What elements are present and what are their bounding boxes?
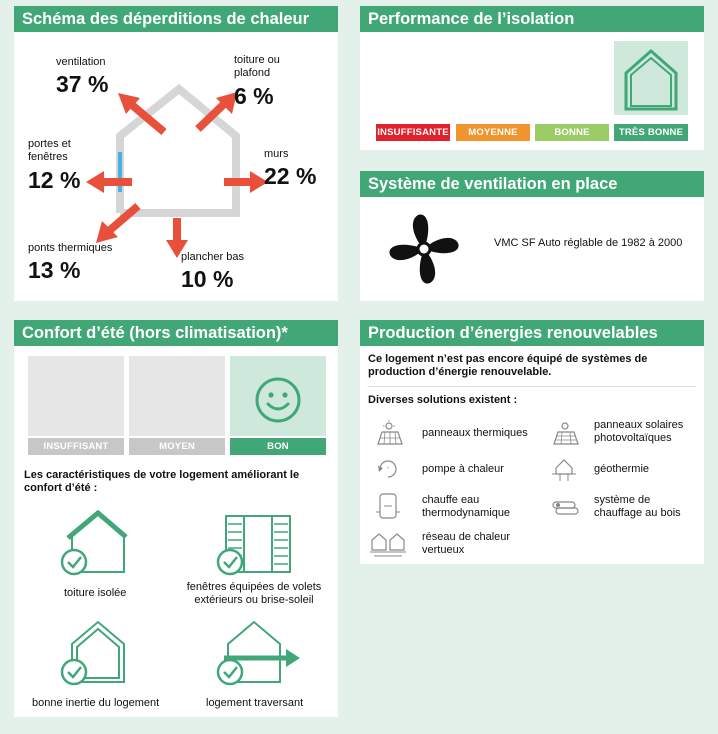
roof-insulated-icon (58, 510, 128, 576)
plancher-bas-label: plancher bas (181, 251, 244, 263)
isolation-level-tres-bonne: TRÈS BONNE (614, 124, 688, 141)
isolation-title: Performance de l’isolation (360, 6, 704, 32)
confort-title: Confort d’été (hors climatisation)* (14, 320, 338, 346)
ventilation-value: 37 % (56, 71, 109, 97)
house-icon (614, 41, 688, 115)
confort-level-insuffisant: INSUFFISANT (28, 438, 124, 455)
ventilation-card (360, 171, 704, 301)
through-house-icon (214, 618, 304, 686)
solution-panneaux-thermiques: panneaux thermiques (422, 427, 528, 439)
feature-fenetres-volets-label: fenêtres équipées de volets extérieurs ou brise-soleil (186, 581, 322, 606)
murs-value: 22 % (264, 163, 317, 189)
thermal-inertia-icon (58, 618, 128, 686)
toiture-value: 6 % (234, 83, 274, 109)
solution-panneaux-photovoltaiques: panneaux solaires photovoltaïques (594, 419, 684, 444)
isolation-level-bonne: BONNE (535, 124, 609, 141)
isolation-level-moyenne: MOYENNE (456, 124, 530, 141)
confort-panel-bon (230, 356, 326, 436)
solution-chauffage-bois: système de chauffage au bois (594, 494, 681, 519)
feature-logement-traversant-label: logement traversant (206, 697, 304, 709)
solar-thermal-icon (374, 420, 404, 446)
ventilation-label: ventilation (56, 56, 106, 68)
renouvelables-title: Production d’énergies renouvelables (360, 320, 704, 346)
deperditions-card (14, 6, 338, 301)
solution-chauffe-eau: chauffe eau thermodynamique (422, 494, 511, 519)
ventilation-system-text: VMC SF Auto réglable de 1982 à 2000 (494, 237, 683, 249)
plancher-bas-value: 10 % (181, 266, 234, 292)
ventilation-title: Système de ventilation en place (360, 171, 704, 197)
water-heater-icon (374, 492, 402, 522)
confort-panel-moyen (129, 356, 225, 436)
feature-bonne-inertie-label: bonne inertie du logement (32, 697, 160, 709)
heat-pump-icon (374, 456, 402, 482)
portes-fenetres-value: 12 % (28, 167, 81, 193)
feature-toiture-isolee-label: toiture isolée (64, 587, 127, 599)
isolation-selected-panel (614, 41, 688, 115)
window-shutters-icon (214, 514, 294, 580)
wood-heating-icon (550, 494, 580, 518)
solution-reseau-chaleur: réseau de chaleur vertueux (422, 531, 511, 556)
confort-level-moyen: MOYEN (129, 438, 225, 455)
heat-network-icon (370, 530, 406, 558)
isolation-card (360, 6, 704, 150)
toiture-label: toiture ou plafond (234, 54, 280, 79)
ponts-thermiques-value: 13 % (28, 257, 81, 283)
confort-panel-insuffisant (28, 356, 124, 436)
murs-label: murs (264, 148, 289, 160)
divider (368, 386, 696, 387)
solutions-title: Diverses solutions existent : (368, 394, 518, 406)
deperditions-title: Schéma des déperditions de chaleur (14, 6, 338, 32)
geothermal-icon (550, 454, 578, 482)
confort-level-bon: BON (230, 438, 326, 455)
renouvelables-intro: Ce logement n’est pas encore équipé de systèmes de production d’énergie renouvelable. (368, 353, 648, 378)
isolation-level-insuffisante: INSUFFISANTE (376, 124, 450, 141)
fan-icon (384, 209, 464, 289)
confort-caracteristiques-title: Les caractéristiques de votre logement améliorant le confort d’été : (24, 469, 300, 494)
solution-pompe-a-chaleur: pompe à chaleur (422, 463, 504, 475)
svg-text:°: ° (386, 467, 390, 473)
confort-card (14, 320, 338, 717)
solar-pv-icon (550, 420, 580, 446)
renouvelables-card (360, 320, 704, 564)
ponts-thermiques-label: ponts thermiques (28, 242, 113, 254)
smiley-icon (254, 376, 302, 424)
portes-fenetres-label: portes et fenêtres (28, 138, 71, 163)
solution-geothermie: géothermie (594, 463, 650, 475)
